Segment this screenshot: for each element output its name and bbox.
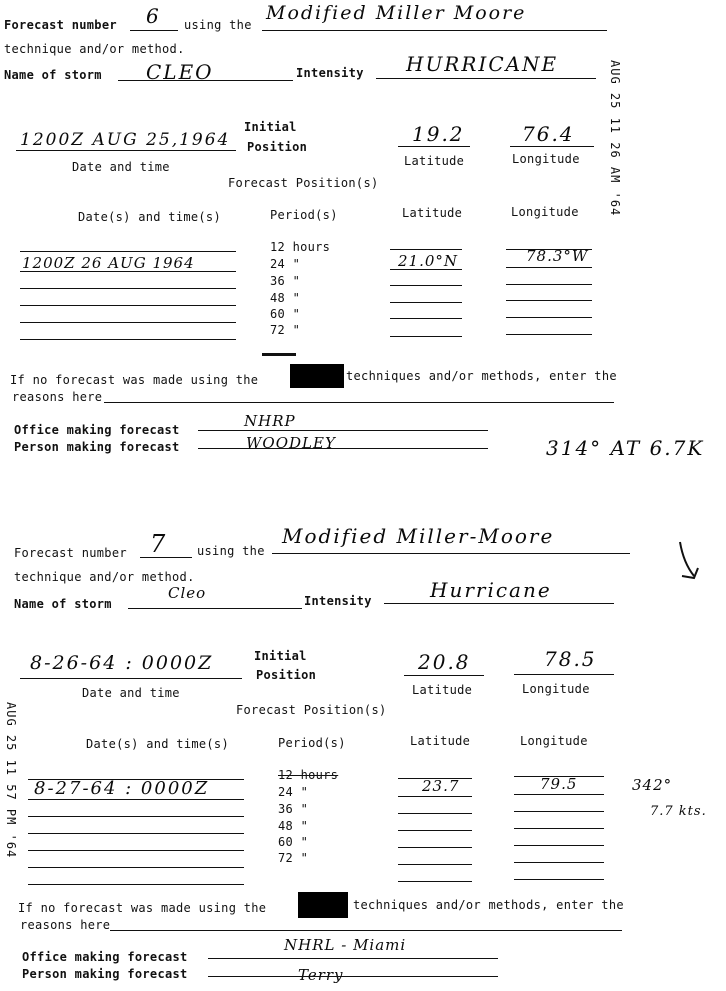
storm-name-value: CLEO [146, 60, 214, 84]
period-36: 36 " [278, 802, 309, 816]
initial-longitude-value: 76.4 [522, 122, 575, 146]
period-60: 60 " [278, 835, 309, 849]
underline [376, 78, 596, 79]
received-stamp: AUG 25 11 26 AM '64 [608, 60, 622, 217]
row-24-longitude: 78.3°W [526, 247, 589, 265]
period-36: 36 " [270, 274, 301, 288]
row-line [390, 269, 462, 270]
period-60: 60 " [270, 307, 301, 321]
col-period-label: Period(s) [270, 208, 338, 222]
row-line [20, 288, 236, 289]
underline [514, 674, 614, 675]
technique-method-label: technique and/or method. [14, 570, 195, 584]
row-line [398, 864, 472, 865]
position-label: Position [256, 668, 317, 682]
period-72: 72 " [270, 323, 301, 337]
row-line [390, 336, 462, 337]
intensity-label: Intensity [304, 594, 372, 608]
initial-latitude-value: 20.8 [418, 650, 471, 674]
underline [208, 958, 498, 959]
forecast-number-value: 7 [150, 530, 168, 558]
person-value: Terry [298, 966, 344, 984]
underline [128, 608, 302, 609]
office-label: Office making forecast [22, 950, 188, 964]
underline [104, 402, 614, 403]
row-line [514, 828, 604, 829]
latitude-label: Latitude [412, 683, 473, 697]
date-time-label: Date and time [72, 160, 170, 174]
office-value: NHRP [244, 412, 296, 430]
row-line [28, 833, 244, 834]
row-line [28, 799, 244, 800]
storm-name-label: Name of storm [14, 597, 112, 611]
using-the-label: using the [184, 18, 252, 32]
row-line [20, 339, 236, 340]
underline [262, 30, 607, 31]
row-line [506, 317, 592, 318]
underline [510, 146, 594, 147]
period-72: 72 " [278, 851, 309, 865]
period-12: 12 hours [278, 768, 339, 782]
row-line [390, 249, 462, 250]
underline [20, 678, 242, 679]
person-value: WOODLEY [246, 434, 336, 452]
intensity-label: Intensity [296, 66, 364, 80]
period-24: 24 " [270, 257, 301, 271]
row-line [514, 811, 604, 812]
no-forecast-text: If no forecast was made using the [18, 901, 267, 915]
row-line [398, 813, 472, 814]
row-line [398, 830, 472, 831]
underline [130, 30, 178, 31]
row-line [514, 794, 604, 795]
no-forecast-text-2: techniques and/or methods, enter the [346, 369, 617, 383]
row-line [20, 251, 236, 252]
row-line [514, 845, 604, 846]
initial-datetime-value: 8-26-64 : 0000Z [30, 652, 214, 674]
technique-value: Modified Miller Moore [266, 2, 527, 24]
row-line [506, 284, 592, 285]
row-line [28, 884, 244, 885]
reasons-label: reasons here [12, 390, 103, 404]
underline [140, 557, 192, 558]
received-stamp: AUG 25 11 57 PM '64 [4, 702, 18, 859]
period-48: 48 " [270, 291, 301, 305]
row-line [514, 879, 604, 880]
forecast-positions-label: Forecast Position(s) [228, 176, 379, 190]
office-value: NHRL - Miami [284, 936, 407, 954]
handwritten-note-heading: 342° [632, 776, 673, 794]
initial-datetime-value: 1200Z AUG 25,1964 [20, 130, 231, 150]
intensity-value: Hurricane [430, 578, 552, 602]
underline [198, 430, 488, 431]
longitude-label: Longitude [522, 682, 590, 696]
col-latitude-label: Latitude [402, 206, 463, 220]
row-24-datetime: 8-27-64 : 0000Z [34, 778, 210, 799]
underline [404, 675, 484, 676]
underline [208, 976, 498, 977]
underline [16, 150, 236, 151]
row-line [20, 322, 236, 323]
initial-label: Initial [244, 120, 297, 134]
underline [118, 80, 293, 81]
col-latitude-label: Latitude [410, 734, 471, 748]
period-48: 48 " [278, 819, 309, 833]
row-line [20, 305, 236, 306]
row-line [20, 271, 236, 272]
row-line [506, 334, 592, 335]
forecast-number-value: 6 [146, 4, 161, 28]
person-label: Person making forecast [14, 440, 180, 454]
row-line [28, 867, 244, 868]
storm-name-label: Name of storm [4, 68, 102, 82]
col-longitude-label: Longitude [520, 734, 588, 748]
row-line [390, 302, 462, 303]
row-24-latitude: 21.0°N [398, 252, 459, 270]
col-dates-label: Date(s) and time(s) [78, 210, 221, 224]
no-forecast-text-2: techniques and/or methods, enter the [353, 898, 624, 912]
longitude-label: Longitude [512, 152, 580, 166]
forecast-positions-label: Forecast Position(s) [236, 703, 387, 717]
storm-name-value: Cleo [168, 584, 207, 602]
row-24-datetime: 1200Z 26 AUG 1964 [22, 254, 195, 272]
underline [398, 146, 470, 147]
underline [110, 930, 622, 931]
person-label: Person making forecast [22, 967, 188, 981]
office-label: Office making forecast [14, 423, 180, 437]
technique-method-label: technique and/or method. [4, 42, 185, 56]
underline [272, 553, 630, 554]
date-time-label: Date and time [82, 686, 180, 700]
row-line [506, 267, 592, 268]
row-line [28, 816, 244, 817]
redaction-block [298, 892, 348, 918]
latitude-label: Latitude [404, 154, 465, 168]
row-line [390, 285, 462, 286]
row-line [398, 796, 472, 797]
period-24: 24 " [278, 785, 309, 799]
col-period-label: Period(s) [278, 736, 346, 750]
col-dates-label: Date(s) and time(s) [86, 737, 229, 751]
redaction-block [290, 364, 344, 388]
row-line [398, 881, 472, 882]
position-label: Position [247, 140, 308, 154]
intensity-value: HURRICANE [406, 52, 559, 76]
forecast-number-label: Forecast number [14, 546, 127, 560]
handwritten-note-speed: 7.7 kts. [650, 804, 707, 819]
initial-longitude-value: 78.5 [544, 647, 597, 671]
col-longitude-label: Longitude [511, 205, 579, 219]
arrow-icon [676, 540, 708, 586]
row-line [390, 318, 462, 319]
row-line [514, 862, 604, 863]
underline [198, 448, 488, 449]
initial-latitude-value: 19.2 [412, 122, 465, 146]
reasons-label: reasons here [20, 918, 111, 932]
no-forecast-text: If no forecast was made using the [10, 373, 259, 387]
row-line [398, 847, 472, 848]
row-line [262, 353, 296, 356]
row-line [28, 850, 244, 851]
period-12: 12 hours [270, 240, 331, 254]
technique-value: Modified Miller-Moore [282, 524, 555, 548]
row-24-latitude: 23.7 [422, 777, 460, 795]
handwritten-note: 314° AT 6.7K [546, 436, 705, 460]
using-the-label: using the [197, 544, 265, 558]
underline [384, 603, 614, 604]
row-24-longitude: 79.5 [540, 775, 578, 793]
row-line [506, 300, 592, 301]
forecast-number-label: Forecast number [4, 18, 117, 32]
initial-label: Initial [254, 649, 307, 663]
